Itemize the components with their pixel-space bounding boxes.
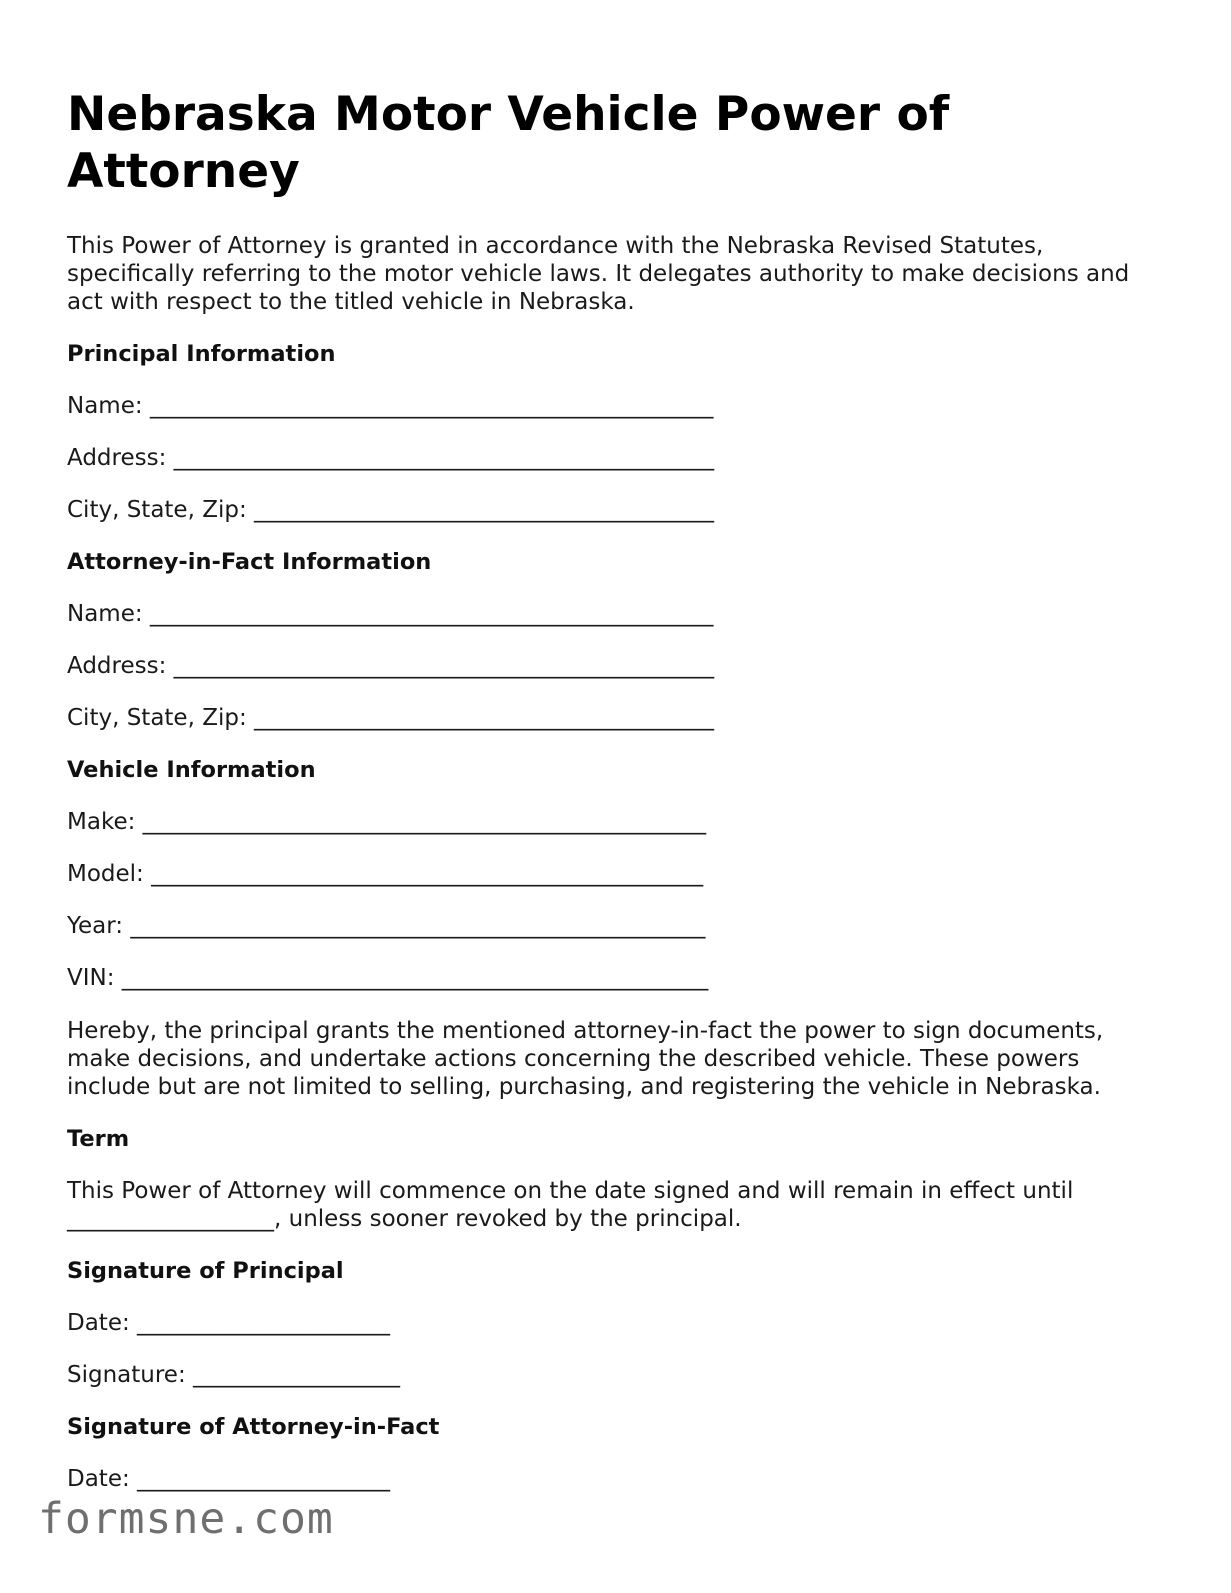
attorney-name-field: Name: _________________________________________________ — [67, 601, 714, 627]
grant-paragraph: Hereby, the principal grants the mentioned attorney-in-fact the power to sign documents, make decisions, and undertake actions concerning the described vehicle. These powers include but are not limited to selling, purchasing, and registering the vehicle in Nebraska. — [67, 1018, 1104, 1100]
principal-name-field: Name: _________________________________________________ — [67, 393, 714, 419]
vehicle-make-field: Make: _________________________________________________ — [67, 809, 707, 835]
vehicle-heading: Vehicle Information — [67, 757, 316, 783]
attorney-address-field: Address: _______________________________________________ — [67, 653, 715, 679]
document-title: Nebraska Motor Vehicle Power of Attorney — [67, 87, 950, 199]
principal-heading: Principal Information — [67, 341, 336, 367]
attorney-date-field: Date: ______________________ — [67, 1466, 391, 1492]
principal-date-field: Date: ______________________ — [67, 1310, 391, 1336]
principal-signature-field: Signature: __________________ — [67, 1362, 401, 1388]
vehicle-year-field: Year: __________________________________________________ — [67, 913, 706, 939]
term-paragraph: This Power of Attorney will commence on the date signed and will remain in effect until __________________, unless sooner revoked by the principal. — [67, 1178, 1074, 1232]
site-watermark: formsne.com — [38, 1494, 334, 1544]
principal-city-state-zip-field: City, State, Zip: ________________________________________ — [67, 497, 715, 523]
intro-paragraph: This Power of Attorney is granted in accordance with the Nebraska Revised Statutes, specifically referring to the motor vehicle laws. It delegates authority to make decisions and act with respect to the titled vehicle in Nebraska. — [67, 233, 1130, 315]
principal-address-field: Address: _______________________________________________ — [67, 445, 715, 471]
attorney-signature-heading: Signature of Attorney-in-Fact — [67, 1414, 440, 1440]
principal-signature-heading: Signature of Principal — [67, 1258, 344, 1284]
vehicle-vin-field: VIN: ___________________________________________________ — [67, 965, 709, 991]
vehicle-model-field: Model: ________________________________________________ — [67, 861, 704, 887]
attorney-city-state-zip-field: City, State, Zip: ________________________________________ — [67, 705, 715, 731]
attorney-heading: Attorney-in-Fact Information — [67, 549, 432, 575]
term-heading: Term — [67, 1126, 130, 1152]
